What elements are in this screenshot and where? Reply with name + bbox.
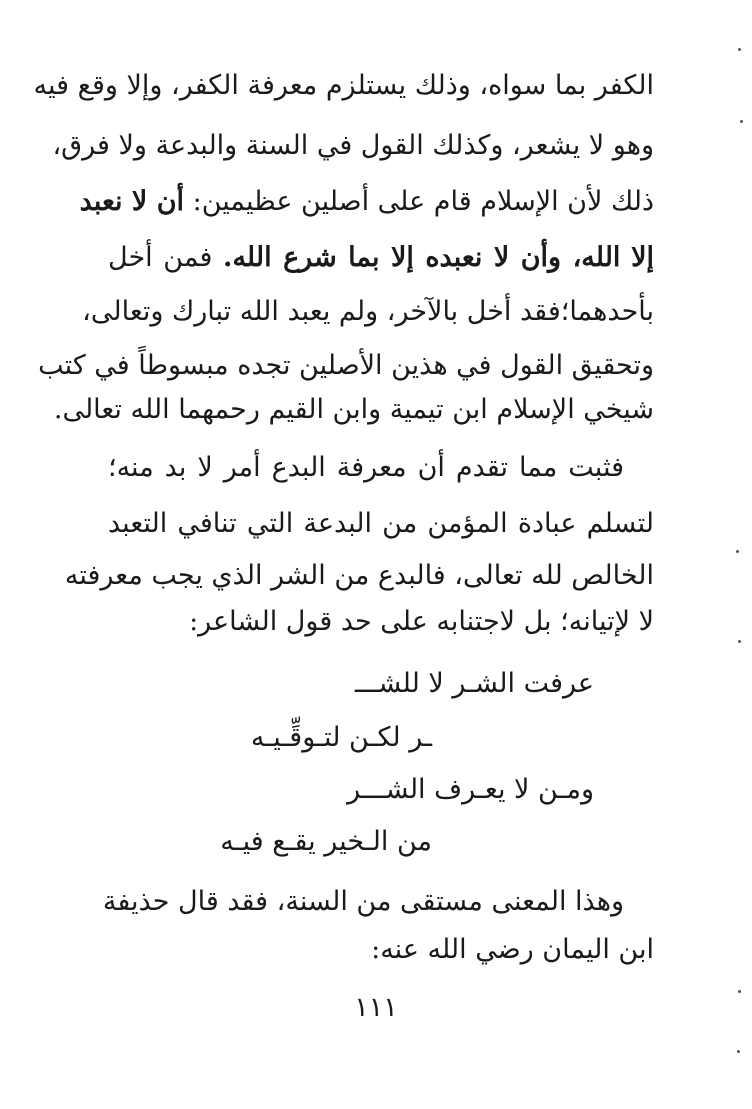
text-line-4-bold-start: إلا [631, 242, 655, 273]
verse-line-2-content: ـر لكـن لتـوقِّـيـه [250, 722, 432, 753]
para3-line-2-content: ابن اليمان رضي الله عنه: [371, 934, 654, 965]
para2-line-3-content: الخالص لله تعالى، فالبدع من الشر الذي يجب معرفته [64, 560, 654, 591]
text-line-5 [82, 292, 654, 332]
verse-line-4-content: من الـخير يقـع فيـه [220, 826, 432, 857]
para2-line-2 [108, 504, 654, 544]
verse-line-3-content: ومـن لا يعـرف الشـــر [347, 774, 594, 805]
text-line-5-content: بأحدهما؛فقد أخل بالآخر، ولم يعبد الله تبارك وتعالى، [82, 296, 654, 327]
verse-line-4 [220, 822, 432, 862]
text-line-4-tail: فمن أخل [108, 242, 213, 273]
page-number: ١١١ [354, 992, 398, 1023]
para3-line-1-content: وهذا المعنى مستقى من السنة، فقد قال حذيفة [102, 886, 624, 917]
text-line-2 [52, 126, 654, 166]
para2-line-1 [108, 448, 624, 488]
para3-line-1 [102, 882, 624, 922]
text-line-1-content: الكفر بما سواه، وذلك يستلزم معرفة الكفر، وإلا وقع فيه [33, 70, 654, 101]
para2-line-4-content: لا لإتيانه؛ بل لاجتنابه على حد قول الشاعر: [189, 606, 654, 637]
scan-speck [740, 120, 743, 123]
text-line-4 [108, 238, 654, 278]
scan-speck [738, 48, 741, 51]
para2-line-1-content: فثبت مما تقدم أن معرفة البدع أمر لا بد منه؛ [108, 452, 624, 483]
para2-line-2-content: لتسلم عبادة المؤمن من البدعة التي تنافي التعبد [108, 508, 654, 539]
para2-line-3 [64, 556, 654, 596]
text-line-6 [38, 346, 654, 386]
text-line-3-content: ذلك لأن الإسلام قام على أصلين عظيمين: [192, 186, 654, 217]
text-line-7-content: شيخي الإسلام ابن تيمية وابن القيم رحمهما الله تعالى. [53, 394, 654, 425]
scan-speck [738, 990, 741, 993]
verse-line-1-content: عرفت الشـر لا للشـــ [354, 668, 594, 699]
text-line-3 [79, 182, 654, 222]
para3-line-2 [371, 930, 654, 970]
text-line-1 [33, 66, 654, 106]
para2-line-4 [189, 602, 654, 642]
text-line-7 [54, 390, 654, 430]
verse-line-1 [355, 664, 594, 704]
text-line-3-bold: أن لا نعبد [79, 186, 185, 217]
verse-line-2 [251, 718, 432, 758]
scan-speck [737, 1050, 740, 1053]
scan-speck [738, 640, 741, 643]
verse-line-3 [347, 770, 594, 810]
scan-speck [736, 550, 739, 553]
text-line-4-content: الله، وأن لا نعبده إلا بما شرع الله. [223, 242, 621, 273]
text-line-6-content: وتحقيق القول في هذين الأصلين تجده مبسوطاً في كتب [38, 350, 654, 381]
text-line-2-content: وهو لا يشعر، وكذلك القول في السنة والبدعة ولا فرق، [52, 130, 654, 161]
